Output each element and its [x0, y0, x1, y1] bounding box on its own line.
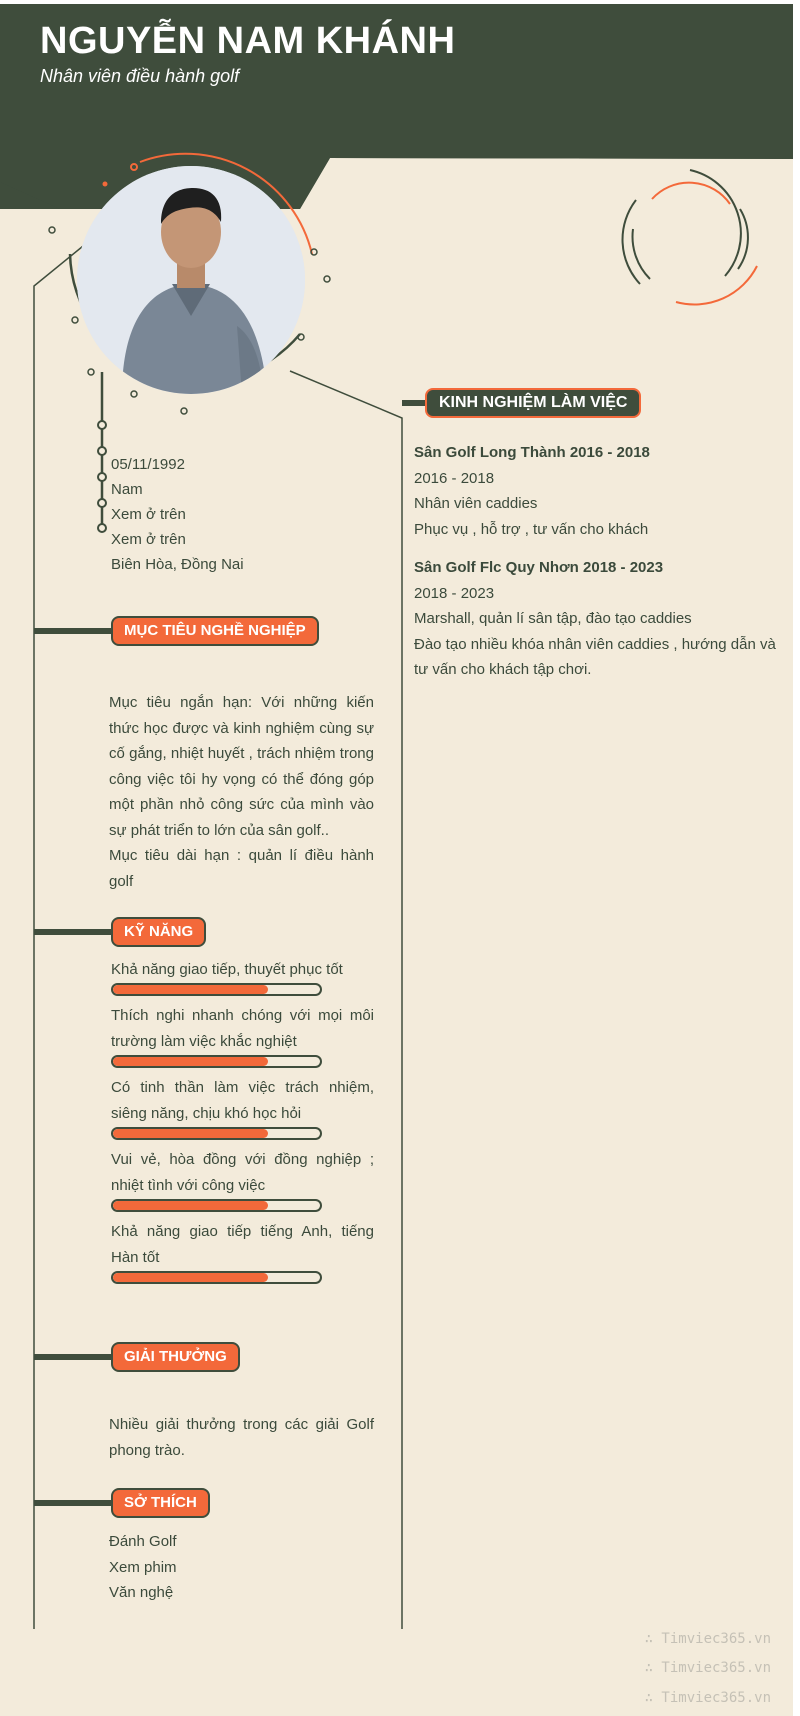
- info-birthdate: 05/11/1992: [111, 456, 185, 473]
- skill-bar: [111, 983, 322, 996]
- job-description: Đào tạo nhiều khóa nhân viên caddies , hướng dẫn và tư vấn cho khách tập chơi.: [414, 635, 776, 678]
- job-position: Marshall, quản lí sân tập, đào tạo caddies: [414, 610, 692, 627]
- job-description: Phục vụ , hỗ trợ , tư vấn cho khách: [414, 520, 649, 538]
- skill-label: Thích nghi nhanh chóng với mọi môi trường làm việc khắc nghiệt: [111, 1007, 374, 1050]
- experience-job: [414, 440, 776, 542]
- hobbies-list: [109, 1529, 374, 1606]
- job-position: Nhân viên caddies: [414, 495, 538, 512]
- watermark: ∴ Timviec365.vn: [644, 1631, 771, 1647]
- skill-bar-fill: [113, 985, 268, 994]
- job-period: 2018 - 2023: [414, 584, 495, 602]
- skill-label: Có tinh thần làm việc trách nhiệm, siêng năng, chịu khó học hỏi: [111, 1079, 374, 1122]
- objective-text: [109, 690, 374, 894]
- job-company: Sân Golf Long Thành 2016 - 2018: [414, 444, 650, 461]
- candidate-job-title: Nhân viên điều hành golf: [40, 66, 240, 86]
- job-period: 2016 - 2018: [414, 469, 495, 487]
- deco-ring-orange-2: [676, 266, 757, 304]
- skill-bar: [111, 1055, 322, 1068]
- skill-bar: [111, 1271, 322, 1284]
- objective-long-term: Mục tiêu dài hạn : quản lí điều hành golf: [109, 847, 374, 890]
- deco-ring-dark: [690, 170, 741, 276]
- left-timeline: [34, 242, 88, 1629]
- skill-bar: [111, 1127, 322, 1140]
- skill-label: Khả năng giao tiếp tiếng Anh, tiếng Hàn tốt: [111, 1223, 374, 1266]
- skill-bar: [111, 1199, 322, 1212]
- hobby-item: Xem phim: [109, 1558, 177, 1576]
- objective-short-term: Mục tiêu ngắn hạn: Với những kiến thức học được và kinh nghiệm cùng sự cố gắng, nhiệt huyết , trách nhiệm trong công việc tôi hy vọng có thể đóng góp một phần nhỏ công sức của mình vào sự phát triển to lớn của sân golf..: [109, 694, 374, 839]
- avatar: [77, 166, 305, 394]
- info-gender: Nam: [111, 481, 143, 498]
- skill-bar-fill: [113, 1273, 268, 1282]
- info-phone: Xem ở trên: [111, 506, 186, 523]
- skill-label: Khả năng giao tiếp, thuyết phục tốt: [111, 961, 343, 978]
- objective-heading: MỤC TIÊU NGHỀ NGHIỆP: [111, 616, 319, 646]
- job-company: Sân Golf Flc Quy Nhơn 2018 - 2023: [414, 559, 664, 576]
- hobby-item: Văn nghệ: [109, 1584, 174, 1601]
- cv-page: [0, 4, 793, 1716]
- skill-bar-fill: [113, 1057, 268, 1066]
- skill-label: Vui vẻ, hòa đồng với đồng nghiệp ; nhiệt tình với công việc: [111, 1151, 374, 1194]
- hobbies-heading: SỞ THÍCH: [111, 1488, 210, 1518]
- info-email: Xem ở trên: [111, 531, 186, 548]
- candidate-name: NGUYỄN NAM KHÁNH: [40, 20, 456, 62]
- awards-text: Nhiều giải thưởng trong các giải Golf phong trào.: [109, 1416, 374, 1459]
- hobby-item: Đánh Golf: [109, 1533, 177, 1550]
- experience-heading: KINH NGHIỆM LÀM VIỆC: [425, 388, 641, 418]
- awards-heading: GIẢI THƯỞNG: [111, 1342, 240, 1372]
- watermark: ∴ Timviec365.vn: [644, 1660, 771, 1676]
- avatar-photo: [77, 166, 305, 394]
- experience-job: [414, 555, 776, 683]
- skill-bar-fill: [113, 1201, 268, 1210]
- skills-heading: KỸ NĂNG: [111, 917, 206, 947]
- info-address: Biên Hòa, Đồng Nai: [111, 556, 244, 573]
- skill-bar-fill: [113, 1129, 268, 1138]
- deco-ring-dark-2: [623, 200, 640, 284]
- watermark: ∴ Timviec365.vn: [644, 1690, 771, 1706]
- deco-ring-orange: [652, 183, 730, 204]
